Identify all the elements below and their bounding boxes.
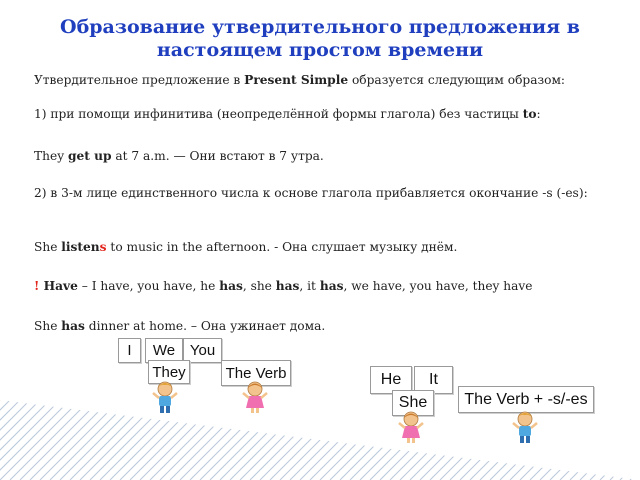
- rule-2-text: 2) в 3-м лице единственного числа к основе глагола прибавляется окончание -s (-es):: [34, 186, 588, 200]
- example-1-subject: They: [34, 149, 68, 163]
- exclamation-mark: !: [34, 279, 40, 293]
- card-i: I: [118, 338, 141, 363]
- have-term: Have: [39, 279, 78, 293]
- example-1: [34, 148, 618, 165]
- has-she: has: [275, 279, 300, 293]
- card-the-verb: The Verb: [221, 360, 291, 386]
- girl-illustration-2: [396, 410, 426, 444]
- have-text-3: , it: [299, 279, 320, 293]
- example-3: [34, 318, 618, 335]
- example-3-verb: has: [61, 319, 85, 333]
- intro-paragraph: [34, 72, 630, 89]
- example-2-verb: listen: [61, 240, 100, 254]
- girl-illustration-1: [240, 380, 270, 414]
- intro-text-end: образуется следующим образом:: [348, 73, 566, 87]
- has-it: has: [319, 279, 344, 293]
- rule-1-term: to: [522, 107, 537, 121]
- example-3-subject: She: [34, 319, 62, 333]
- card-he: He: [370, 366, 412, 394]
- example-2-subject: She: [34, 240, 62, 254]
- rule-1: [34, 106, 618, 123]
- rule-2: [34, 185, 630, 202]
- boy-illustration-2: [510, 410, 540, 444]
- has-he: has: [219, 279, 243, 293]
- card-the-verb-s: The Verb + -s/-es: [458, 386, 594, 413]
- example-3-rest: dinner at home. – Она ужинает дома.: [84, 319, 326, 333]
- example-2-ending: s: [99, 240, 107, 254]
- example-1-verb: get up: [67, 149, 112, 163]
- page-title: [20, 16, 620, 62]
- card-it: It: [414, 366, 453, 394]
- card-they: They: [148, 360, 190, 384]
- have-text-1: – I have, you have, he: [77, 279, 220, 293]
- intro-text: Утвердительное предложение в: [34, 73, 245, 87]
- example-1-rest: at 7 a.m. — Они встают в 7 утра.: [111, 149, 324, 163]
- rule-1-text: 1) при помощи инфинитива (неопределённой формы глагола) без частицы: [34, 107, 523, 121]
- have-text-4: , we have, you have, they have: [343, 279, 533, 293]
- boy-illustration-1: [150, 380, 180, 414]
- rule-1-colon: :: [536, 107, 541, 121]
- card-you: You: [183, 338, 222, 363]
- example-2-rest: to music in the afternoon. - Она слушает музыку днём.: [106, 240, 458, 254]
- title-line-1: Образование утвердительного предложения в: [60, 16, 580, 38]
- card-she: She: [392, 390, 434, 416]
- card-we: We: [145, 338, 183, 363]
- example-2: [34, 239, 618, 256]
- title-line-2: настоящем простом времени: [156, 39, 484, 61]
- have-text-2: , she: [242, 279, 276, 293]
- intro-term: Present Simple: [244, 73, 349, 87]
- have-rule: [34, 278, 618, 295]
